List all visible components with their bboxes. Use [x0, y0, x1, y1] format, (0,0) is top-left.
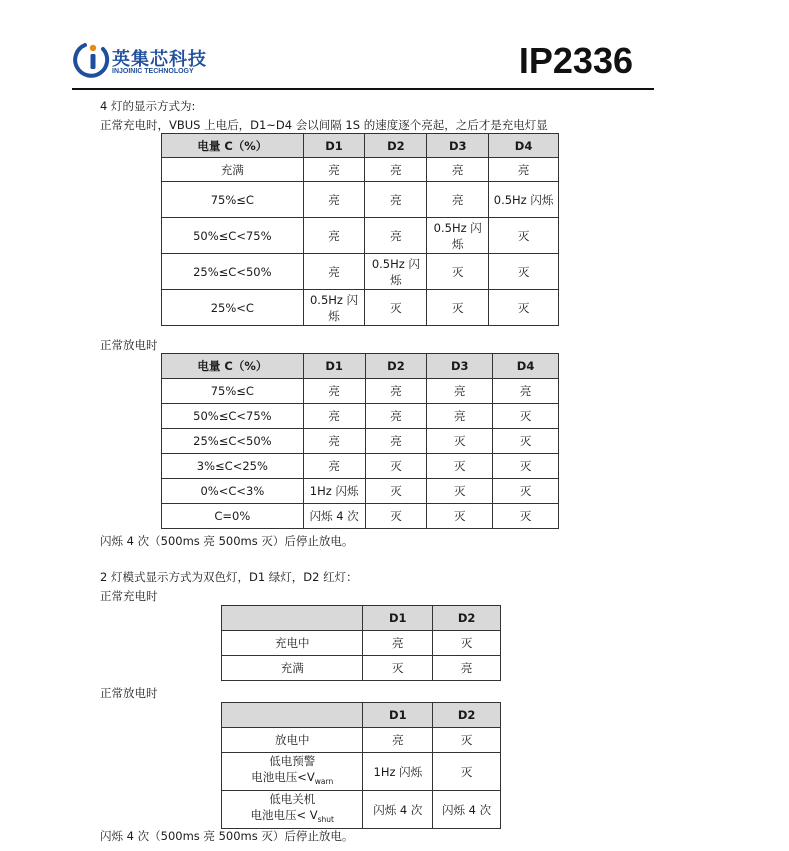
column-header: D4 [489, 134, 559, 158]
table-cell: 亮 [303, 379, 365, 404]
table-cell: 75%≤C [162, 182, 304, 218]
logo-english-name: INJOINIC TECHNOLOGY [112, 68, 194, 75]
row-label-line2 [225, 807, 359, 828]
table-cell: 3%≤C<25% [162, 454, 304, 479]
four-led-discharging-table [161, 353, 559, 529]
table-cell: 0.5Hz 闪烁 [427, 218, 489, 254]
table-cell: 灭 [489, 290, 559, 326]
table-cell: 1Hz 闪烁 [303, 479, 365, 504]
column-header: 电量 C（%） [162, 354, 304, 379]
table-cell: 灭 [427, 429, 493, 454]
table-row [162, 504, 559, 529]
table-cell: 75%≤C [162, 379, 304, 404]
table-cell: 灭 [365, 290, 427, 326]
table-cell: 1Hz 闪烁 [363, 753, 433, 791]
table-cell: 亮 [363, 728, 433, 753]
table-cell: 0%<C<3% [162, 479, 304, 504]
table-row [162, 454, 559, 479]
table-cell: 灭 [427, 504, 493, 529]
table-cell: 亮 [427, 182, 489, 218]
header-rule [72, 88, 654, 90]
table-cell: 亮 [493, 379, 559, 404]
table-cell: 0.5Hz 闪烁 [303, 290, 365, 326]
table-cell: 亮 [303, 158, 365, 182]
table-cell: 亮 [303, 429, 365, 454]
table-cell: 亮 [363, 631, 433, 656]
table-cell: 充满 [162, 158, 304, 182]
section2-heading: 2 灯模式显示方式为双色灯，D1 绿灯，D2 红灯： [100, 570, 358, 584]
four-led-charging-table [161, 133, 559, 326]
table-cell: C=0% [162, 504, 304, 529]
table-cell: 亮 [303, 454, 365, 479]
table-header-row [162, 134, 559, 158]
company-logo [72, 38, 212, 82]
table-row [162, 218, 559, 254]
column-header: D2 [433, 703, 501, 728]
two-led-charging-label: 正常充电时 [100, 589, 158, 603]
table-cell: 50%≤C<75% [162, 404, 304, 429]
table-header-row [222, 703, 501, 728]
injoinic-logo-icon [72, 40, 110, 78]
column-header: 电量 C（%） [162, 134, 304, 158]
table-row [162, 429, 559, 454]
table-row [162, 182, 559, 218]
table-cell: 0.5Hz 闪烁 [365, 254, 427, 290]
table-cell [222, 791, 363, 829]
table-cell: 灭 [433, 631, 501, 656]
table-cell: 灭 [365, 454, 427, 479]
table-cell: 亮 [303, 182, 365, 218]
table-cell: 灭 [493, 479, 559, 504]
table-cell: 亮 [303, 254, 365, 290]
table-cell: 灭 [493, 429, 559, 454]
voltage-text: 电池电压< V [250, 808, 318, 822]
table-row [162, 479, 559, 504]
table-cell: 灭 [427, 454, 493, 479]
table-cell: 亮 [427, 404, 493, 429]
two-led-discharging-table [221, 702, 501, 829]
table-cell: 灭 [493, 454, 559, 479]
table-cell: 灭 [433, 728, 501, 753]
table-row [162, 254, 559, 290]
table-cell [222, 753, 363, 791]
table-cell: 亮 [365, 379, 427, 404]
column-header: D1 [303, 134, 365, 158]
table-cell: 灭 [365, 504, 427, 529]
table-row [222, 728, 501, 753]
table-cell: 25%≤C<50% [162, 254, 304, 290]
table-cell: 亮 [365, 218, 427, 254]
voltage-text: 电池电压<V [251, 770, 315, 784]
column-header: D2 [365, 354, 427, 379]
table-cell: 亮 [365, 182, 427, 218]
table-cell: 灭 [365, 479, 427, 504]
section1-heading: 4 灯的显示方式为: [100, 99, 196, 113]
column-header [222, 606, 363, 631]
column-header: D3 [427, 354, 493, 379]
table-row [222, 631, 501, 656]
table-cell: 亮 [427, 158, 489, 182]
two-led-discharge-note: 闪烁 4 次（500ms 亮 500ms 灭）后停止放电。 [100, 829, 354, 843]
row-label-line1: 低电预警 [269, 754, 316, 768]
table-cell: 闪烁 4 次 [433, 791, 501, 829]
table-cell: 25%≤C<50% [162, 429, 304, 454]
column-header: D1 [363, 606, 433, 631]
table-cell: 0.5Hz 闪烁 [489, 182, 559, 218]
part-number: IP2336 [518, 40, 633, 81]
table-cell: 灭 [427, 254, 489, 290]
table-cell: 亮 [365, 404, 427, 429]
table-row [222, 656, 501, 681]
column-header: D3 [427, 134, 489, 158]
column-header [222, 703, 363, 728]
discharging-label: 正常放电时 [100, 338, 158, 352]
table-cell: 亮 [427, 379, 493, 404]
table-cell: 灭 [363, 656, 433, 681]
table-cell: 亮 [433, 656, 501, 681]
table-row [222, 753, 501, 791]
table-cell: 灭 [433, 753, 501, 791]
logo-chinese-name: 英集芯科技 [112, 49, 207, 70]
table-cell: 50%≤C<75% [162, 218, 304, 254]
table-row [162, 290, 559, 326]
table-cell: 灭 [493, 404, 559, 429]
table-cell: 灭 [493, 504, 559, 529]
table-cell: 亮 [303, 404, 365, 429]
two-led-charging-table [221, 605, 501, 681]
table-header-row [162, 354, 559, 379]
voltage-subscript: shut [317, 815, 334, 824]
table-cell: 放电中 [222, 728, 363, 753]
table-cell: 灭 [427, 479, 493, 504]
table-cell: 灭 [489, 218, 559, 254]
table-cell: 闪烁 4 次 [303, 504, 365, 529]
table-row [162, 158, 559, 182]
two-led-discharging-label: 正常放电时 [100, 686, 158, 700]
table-row [222, 791, 501, 829]
table-cell: 25%<C [162, 290, 304, 326]
table-row [162, 379, 559, 404]
column-header: D2 [433, 606, 501, 631]
table-cell: 灭 [489, 254, 559, 290]
column-header: D1 [303, 354, 365, 379]
column-header: D1 [363, 703, 433, 728]
table-cell: 闪烁 4 次 [363, 791, 433, 829]
table-cell: 亮 [303, 218, 365, 254]
table-header-row [222, 606, 501, 631]
table-cell: 灭 [427, 290, 489, 326]
table-cell: 充满 [222, 656, 363, 681]
row-label-line2 [225, 769, 359, 790]
voltage-subscript: warn [314, 777, 334, 786]
column-header: D2 [365, 134, 427, 158]
table-cell: 亮 [489, 158, 559, 182]
column-header: D4 [493, 354, 559, 379]
discharge-note: 闪烁 4 次（500ms 亮 500ms 灭）后停止放电。 [100, 534, 354, 548]
table-row [162, 404, 559, 429]
table-cell: 亮 [365, 429, 427, 454]
table-cell: 充电中 [222, 631, 363, 656]
charging-description: 正常充电时，VBUS 上电后，D1~D4 会以间隔 1S 的速度逐个亮起，之后才是充电灯显 [100, 118, 548, 132]
row-label-line1: 低电关机 [269, 792, 316, 806]
table-cell: 亮 [365, 158, 427, 182]
